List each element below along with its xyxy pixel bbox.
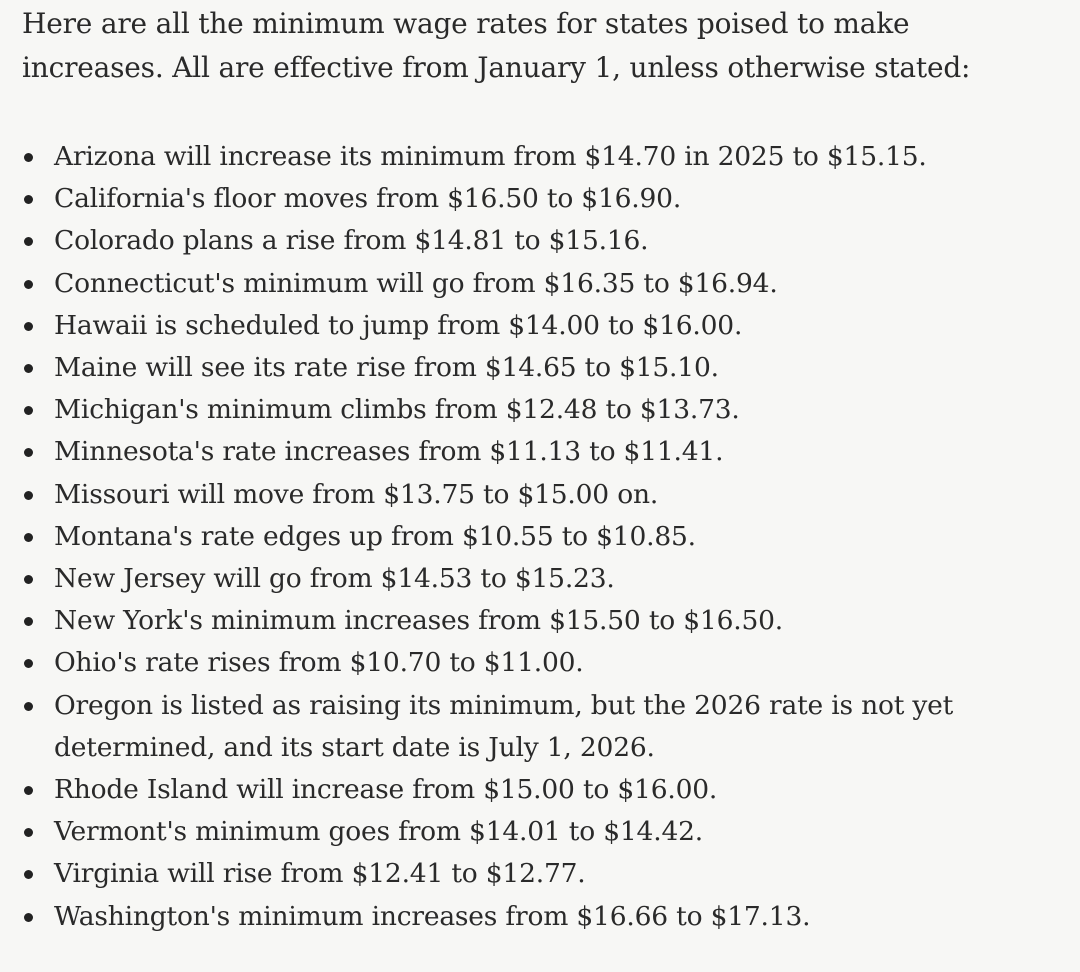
bullet-icon: [24, 491, 33, 500]
list-item-missouri: [22, 474, 1058, 516]
list-item-text: Vermont's minimum goes from $14.01 to $14.42.: [54, 816, 703, 848]
intro-paragraph: Here are all the minimum wage rates for states poised to make increases. All are effective from January 1, unless otherwise stated:: [22, 7, 971, 84]
list-item-montana: [22, 516, 1058, 558]
list-item-text: Connecticut's minimum will go from $16.35 to $16.94.: [54, 267, 778, 299]
list-item-text: Colorado plans a rise from $14.81 to $15.16.: [54, 225, 649, 257]
list-item-hawaii: [22, 305, 1058, 347]
list-item-ohio: [22, 642, 1058, 684]
list-item-text: Minnesota's rate increases from $11.13 to $11.41.: [54, 436, 724, 468]
list-item-text: Hawaii is scheduled to jump from $14.00 to $16.00.: [54, 309, 743, 341]
bullet-icon: [24, 364, 33, 373]
list-item-text: Virginia will rise from $12.41 to $12.77.: [54, 858, 586, 890]
list-item-new-york: [22, 600, 1058, 642]
bullet-icon: [24, 659, 33, 668]
list-item-virginia: [22, 853, 1058, 895]
bullet-icon: [24, 153, 33, 162]
list-item-maine: [22, 347, 1058, 389]
minimum-wage-list: [22, 136, 1058, 938]
list-item-oregon: [22, 685, 1058, 769]
list-item-california: [22, 178, 1058, 220]
list-item-washington: [22, 896, 1058, 938]
bullet-icon: [24, 828, 33, 837]
bullet-icon: [24, 575, 33, 584]
bullet-icon: [24, 406, 33, 415]
list-item-text: Michigan's minimum climbs from $12.48 to $13.73.: [54, 394, 740, 426]
list-item-text: New Jersey will go from $14.53 to $15.23.: [54, 563, 615, 595]
bullet-icon: [24, 870, 33, 879]
bullet-icon: [24, 913, 33, 922]
list-item-vermont: [22, 811, 1058, 853]
bullet-icon: [24, 322, 33, 331]
list-item-text: Missouri will move from $13.75 to $15.00 on.: [54, 478, 659, 510]
list-item-colorado: [22, 220, 1058, 262]
list-item-new-jersey: [22, 558, 1058, 600]
list-item-text: Maine will see its rate rise from $14.65 to $15.10.: [54, 352, 719, 384]
bullet-icon: [24, 533, 33, 542]
bullet-icon: [24, 617, 33, 626]
list-item-minnesota: [22, 431, 1058, 473]
list-item-text: Rhode Island will increase from $15.00 to $16.00.: [54, 774, 718, 806]
list-item-text: California's floor moves from $16.50 to $16.90.: [54, 183, 682, 215]
bullet-icon: [24, 786, 33, 795]
bullet-icon: [24, 237, 33, 246]
list-item-text: Ohio's rate rises from $10.70 to $11.00.: [54, 647, 584, 679]
bullet-icon: [24, 448, 33, 457]
list-item-arizona: [22, 136, 1058, 178]
bullet-icon: [24, 280, 33, 289]
bullet-icon: [24, 702, 33, 711]
bullet-icon: [24, 195, 33, 204]
list-item-text: Washington's minimum increases from $16.66 to $17.13.: [54, 900, 811, 932]
list-item-connecticut: [22, 263, 1058, 305]
list-item-rhode-island: [22, 769, 1058, 811]
list-item-text: Arizona will increase its minimum from $14.70 in 2025 to $15.15.: [54, 141, 927, 172]
list-item-text: Oregon is listed as raising its minimum, but the 2026 rate is not yet determined, and its start date is July 1, 2026.: [54, 689, 954, 763]
list-item-text: Montana's rate edges up from $10.55 to $10.85.: [54, 520, 696, 552]
list-item-michigan: [22, 389, 1058, 431]
list-item-text: New York's minimum increases from $15.50 to $16.50.: [54, 605, 783, 637]
